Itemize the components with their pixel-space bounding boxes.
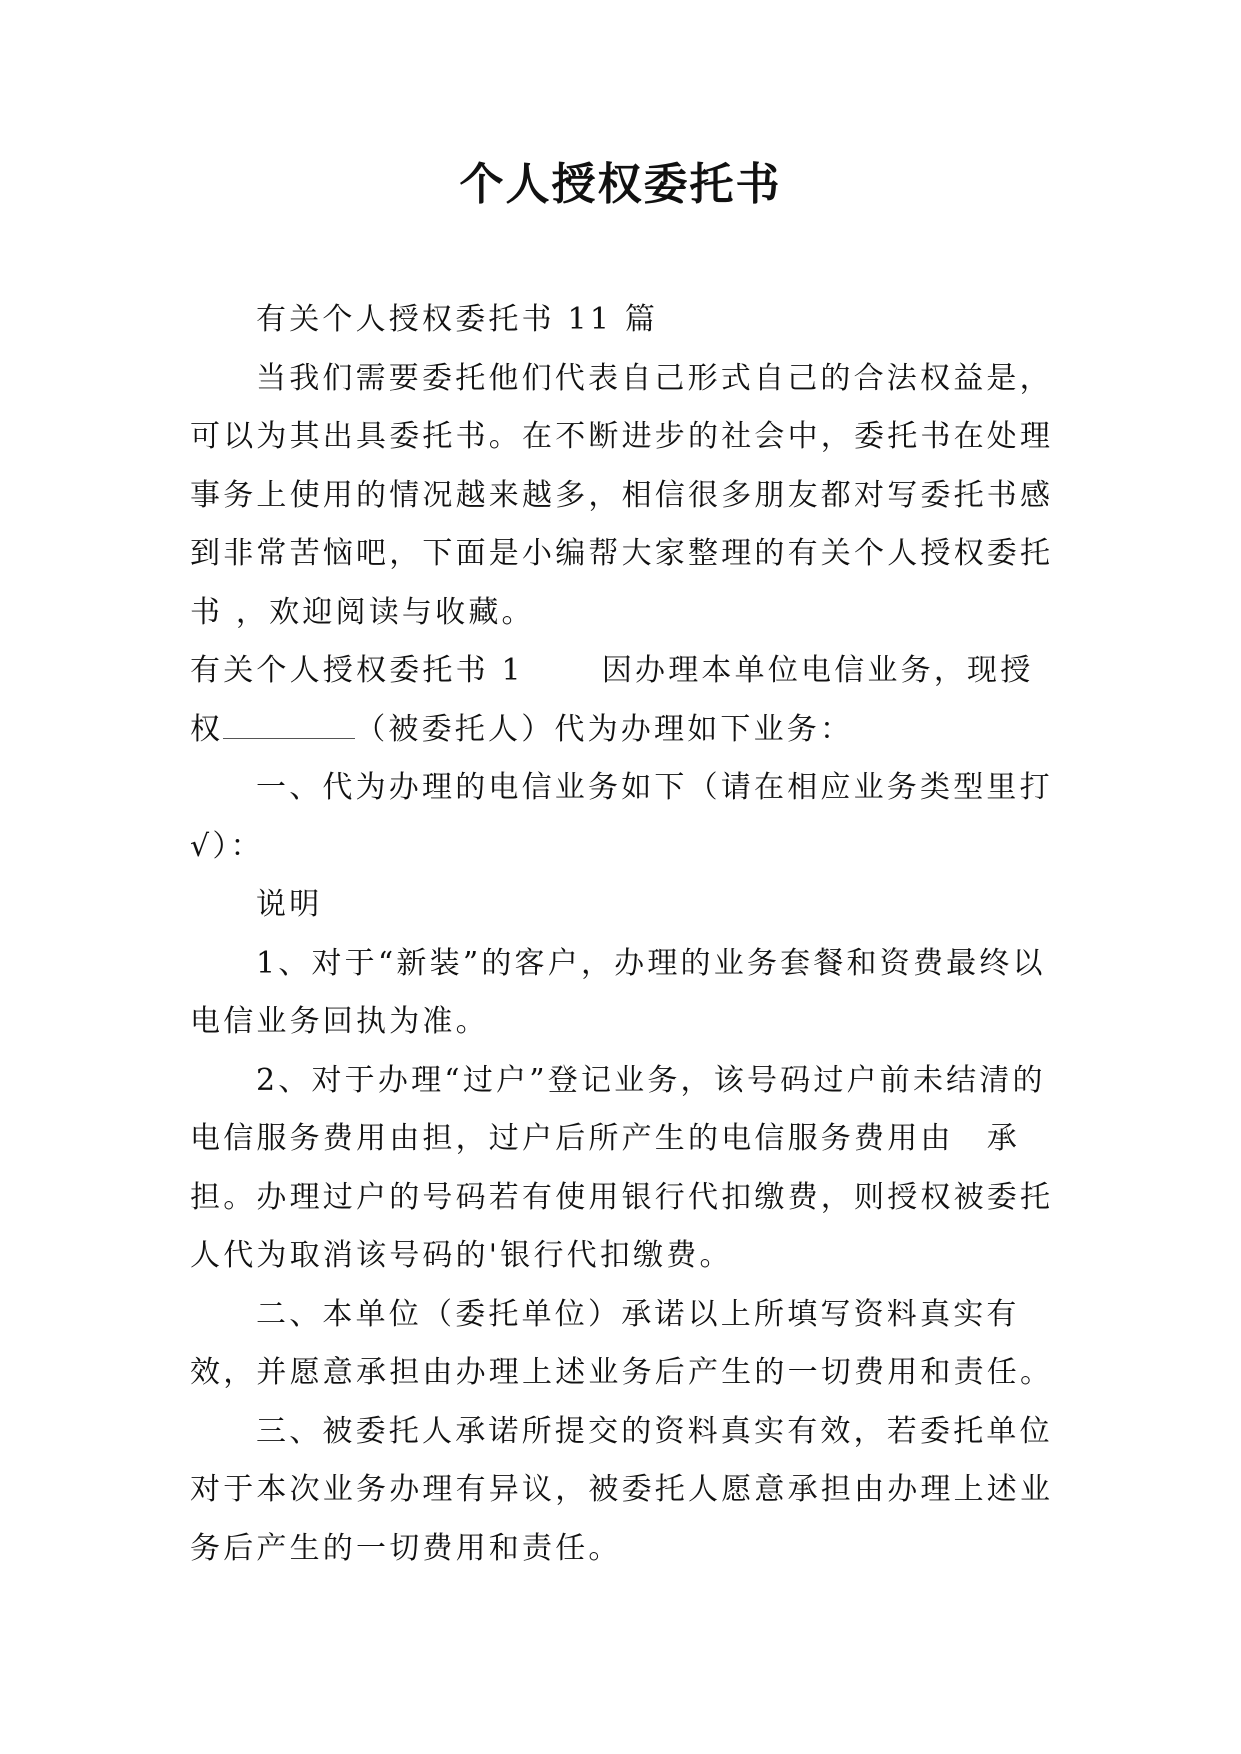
item-2-paragraph: 二、本单位（委托单位）承诺以上所填写资料真实有效，并愿意承担由办理上述业务后产生的一切费用和责任。 xyxy=(190,1296,1054,1390)
section-1-text: 因办理本单位电信业务，现授权 xyxy=(190,653,1034,747)
item-1-paragraph: 一、代为办理的电信业务如下（请在相应业务类型里打√）： xyxy=(190,770,1053,864)
item-3-paragraph: 三、被委托人承诺所提交的资料真实有效，若委托单位对于本次业务办理有异议，被委托人愿意承担由办理上述业务后产生的一切费用和责任。 xyxy=(190,1413,1054,1566)
section-1-paragraph xyxy=(190,642,1060,759)
trustee-blank-line xyxy=(223,716,355,739)
intro-paragraph: 当我们需要委托他们代表自己形式自己的合法权益是，可以为其出具委托书。在不断进步的社会中，委托书在处理事务上使用的情况越来越多，相信很多朋友都对写委托书感到非常苦恼吧，下面是小编帮大家整理的有关个人授权委托书 ，欢迎阅读与收藏。 xyxy=(190,360,1054,630)
section-1-blank-text: （被委托人）代为办理如下业务： xyxy=(355,711,854,747)
note-2-paragraph: 2、对于办理“过户”登记业务，该号码过户前未结清的电信服务费用由担，过户后所产生的电信服务费用由 承担。办理过户的号码若有使用银行代扣缴费，则授权被委托人代为取消该号码的'银行代扣缴费。 xyxy=(190,1062,1054,1273)
note-1-paragraph: 1、对于“新装”的客户，办理的业务套餐和资费最终以电信业务回执为准。 xyxy=(190,945,1046,1039)
document-subtitle: 有关个人授权委托书 11 篇 xyxy=(256,302,659,337)
section-1-heading: 有关个人授权委托书 1 xyxy=(190,653,524,688)
notes-heading: 说明 xyxy=(256,887,323,922)
document-title: 个人授权委托书 xyxy=(459,159,782,210)
document-body xyxy=(190,291,1060,1578)
